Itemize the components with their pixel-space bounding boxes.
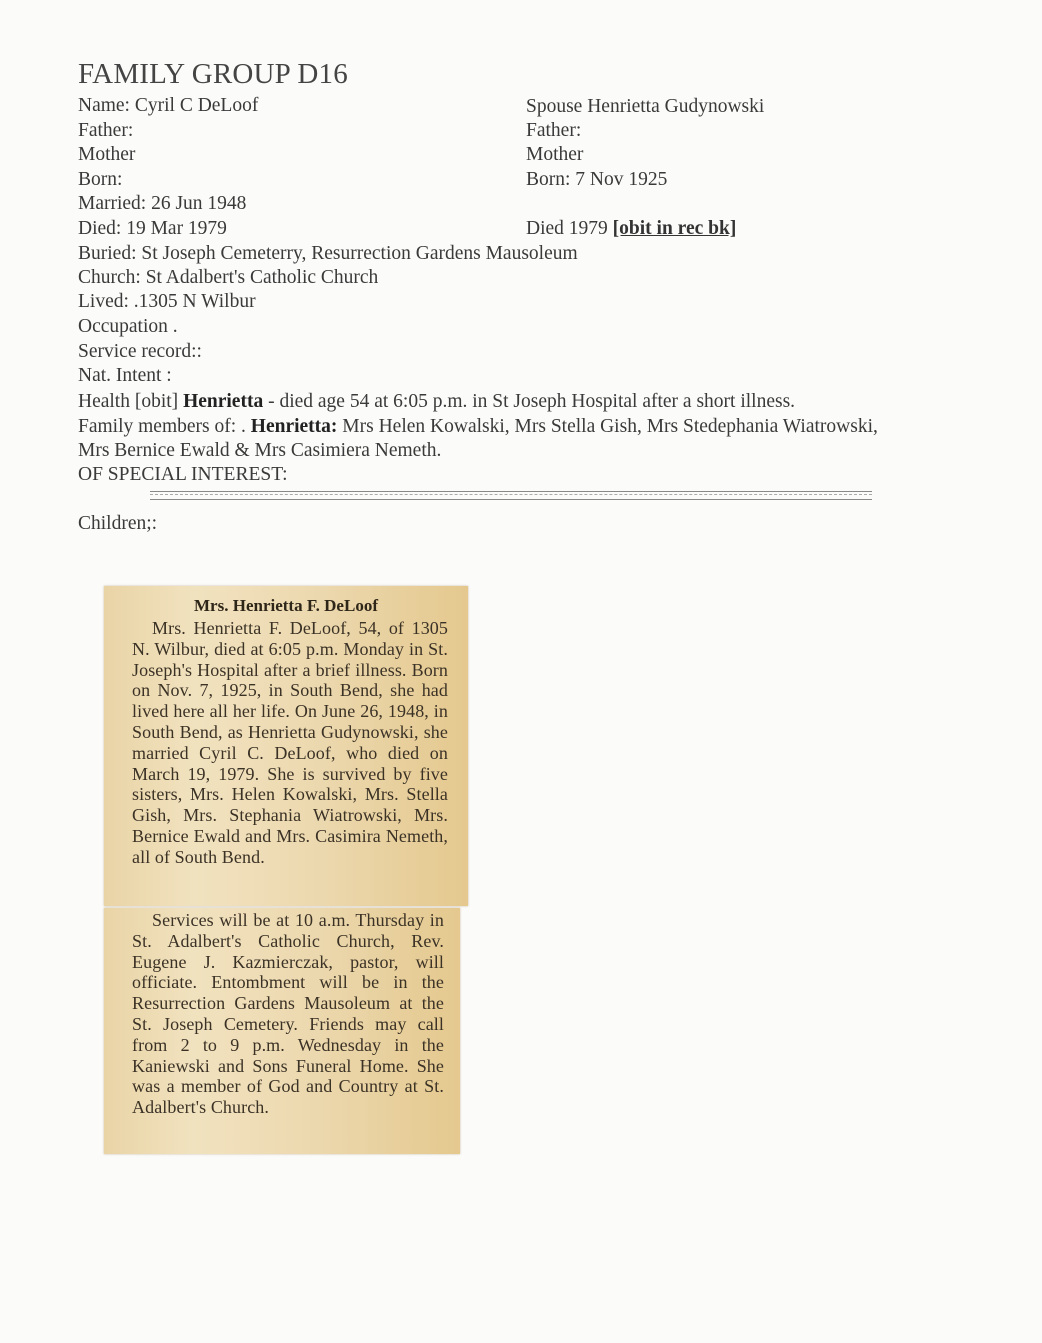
- nat-intent-field: Nat. Intent :: [78, 365, 172, 386]
- obituary-clipping: [104, 586, 468, 1154]
- buried-field: Buried: St Joseph Cemeterry, Resurrection Gardens Mausoleum: [78, 243, 578, 264]
- family-text: Mrs Helen Kowalski, Mrs Stella Gish, Mrs Stedephania Wiatrowski,: [337, 416, 878, 437]
- spouse-died-field: [526, 217, 736, 241]
- father-field: Father:: [78, 120, 134, 141]
- spouse-field: Spouse Henrietta Gudynowski: [526, 96, 765, 117]
- spouse-born-field: Born: 7 Nov 1925: [526, 169, 668, 190]
- health-field: [78, 390, 795, 414]
- obit-link[interactable]: [obit in rec bk]: [612, 218, 737, 239]
- clipping-paragraph-1: Mrs. Henrietta F. DeLoof, 54, of 1305 N. Wilbur, died at 6:05 p.m. Monday in St. Joseph's Hospital after a brief illness. Born on Nov. 7, 1925, in South Bend, she had lived here all her life. On June 26, 1948, in South Bend, as Henrietta Gudynowski, she married Cyril C. DeLoof, who died on March 19, 1979. She is survived by five sisters, Mrs. Helen Kowalski, Mrs. Stella Gish, Mrs. Stephania Wiatrowski, Mrs. Bernice Ewald and Mrs. Casimira Nemeth, all of South Bend.: [132, 618, 448, 867]
- died-field: Died: 19 Mar 1979: [78, 218, 227, 239]
- mother-field: Mother: [78, 144, 136, 165]
- divider: [150, 491, 872, 500]
- service-record-field: Service record::: [78, 341, 202, 362]
- occupation-field: Occupation .: [78, 316, 178, 337]
- health-text: - died age 54 at 6:05 p.m. in St Joseph Hospital after a short illness.: [263, 391, 796, 412]
- name-field: Name: Cyril C DeLoof: [78, 95, 259, 116]
- married-field: Married: 26 Jun 1948: [78, 193, 247, 214]
- special-interest-field: OF SPECIAL INTEREST:: [78, 464, 288, 485]
- spouse-died-text: Died 1979: [526, 218, 613, 239]
- spouse-mother-field: Mother: [526, 144, 584, 165]
- family-members-field: [78, 415, 878, 439]
- family-name: Henrietta:: [250, 416, 338, 437]
- clipping-heading: Mrs. Henrietta F. DeLoof: [194, 596, 378, 615]
- clipping-paragraph-2: Services will be at 10 a.m. Thursday in St. Adalbert's Catholic Church, Rev. Eugene J. Kazmierczak, pastor, will officiate. Entombment will be in the Resurrection Gardens Mausoleum at the St. Joseph Cemetery. Friends may call from 2 to 9 p.m. Wednesday in the Kaniewski and Sons Funeral Home. She was a member of God and Country at St. Adalbert's Church.: [132, 910, 444, 1118]
- children-field: Children;:: [78, 513, 158, 534]
- born-field: Born:: [78, 169, 123, 190]
- lived-field: Lived: .1305 N Wilbur: [78, 291, 256, 312]
- page-title: FAMILY GROUP D16: [78, 58, 348, 90]
- spouse-father-field: Father:: [526, 120, 582, 141]
- health-name: Henrietta: [183, 391, 264, 412]
- family-prefix: Family members of: .: [78, 416, 251, 437]
- health-prefix: Health [obit]: [78, 391, 184, 412]
- church-field: Church: St Adalbert's Catholic Church: [78, 267, 379, 288]
- family-members-line2: Mrs Bernice Ewald & Mrs Casimiera Nemeth.: [78, 440, 442, 461]
